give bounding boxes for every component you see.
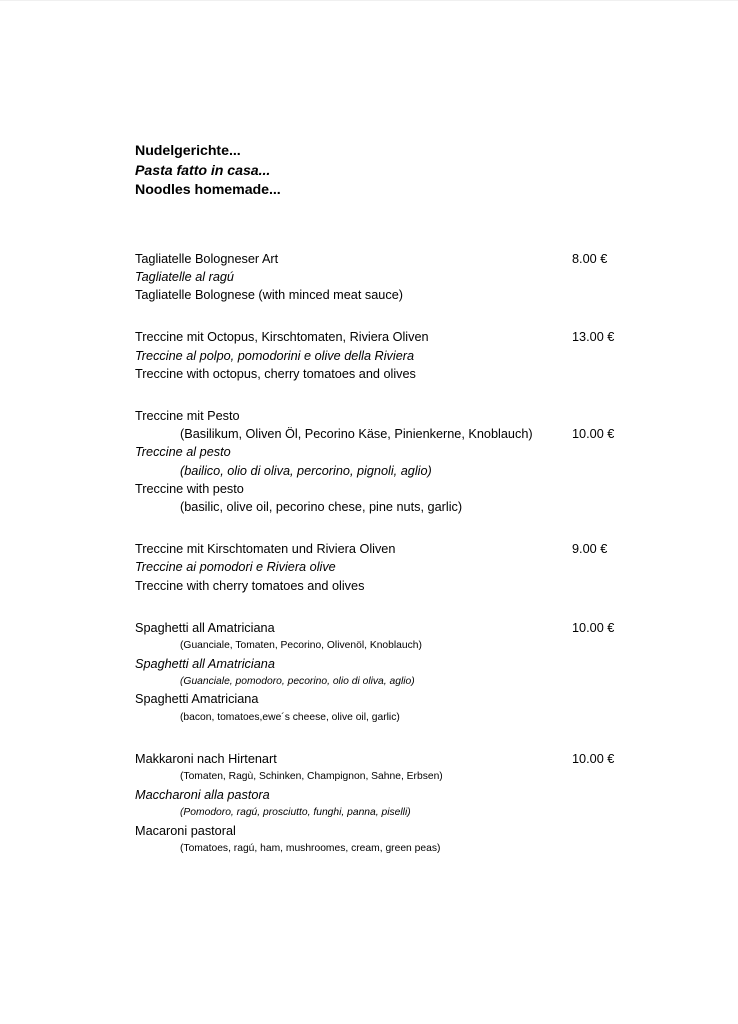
menu-item-row [135, 637, 655, 655]
menu-item-row [135, 786, 655, 804]
menu-item-row [135, 462, 655, 480]
menu-item-name: Treccine al pesto [135, 445, 231, 460]
menu-item-name: Spaghetti all Amatriciana [135, 656, 275, 671]
menu-item-ingredients: (bacon, tomatoes,ewe´s cheese, olive oil, garlic) [180, 711, 400, 723]
menu-item-row [135, 768, 655, 786]
menu-item-price: 9.00 € [572, 542, 608, 557]
menu-item-ingredients: (Guanciale, pomodoro, pecorino, olio di oliva, aglio) [180, 675, 415, 687]
menu-item-name: Treccine al polpo, pomodorini e olive della Riviera [135, 348, 415, 363]
menu-item-ingredients: (Guanciale, Tomaten, Pecorino, Olivenöl, Knoblauch) [180, 640, 422, 652]
menu-item-name: Treccine ai pomodori e Riviera olive [135, 560, 336, 575]
menu-item-name: Treccine mit Kirschtomaten und Riviera Oliven [135, 542, 396, 557]
menu-item-price: 10.00 € [572, 427, 615, 442]
menu-item-price: 8.00 € [572, 251, 608, 266]
menu-item-row [135, 540, 655, 558]
menu-item-ingredients: (Pomodoro, ragú, prosciutto, funghi, panna, piselli) [180, 807, 411, 819]
menu-content [135, 142, 655, 858]
menu-item-row [135, 250, 655, 268]
menu-item-row [135, 407, 655, 425]
menu-item-row [135, 619, 655, 637]
menu-item-row [135, 577, 655, 595]
menu-item-row [135, 709, 655, 727]
menu-item-row [135, 690, 655, 708]
menu-item-row [135, 558, 655, 576]
menu-item-row [135, 347, 655, 365]
menu-item-list [135, 250, 655, 858]
heading-german: Nudelgerichte... [135, 143, 241, 159]
menu-item-row [135, 750, 655, 768]
menu-item-name: Treccine mit Octopus, Kirschtomaten, Riviera Oliven [135, 330, 429, 345]
menu-item-name: Spaghetti all Amatriciana [135, 620, 275, 635]
menu-item-row [135, 655, 655, 673]
menu-item-ingredients: (bailico, olio di oliva, percorino, pignoli, aglio) [180, 463, 432, 478]
menu-item-row [135, 328, 655, 346]
menu-item [135, 619, 655, 726]
menu-item-row [135, 804, 655, 822]
menu-item-name: Treccine with cherry tomatoes and olives [135, 578, 365, 593]
menu-item-name: Makkaroni nach Hirtenart [135, 752, 277, 767]
menu-item-row [135, 268, 655, 286]
menu-item-row [135, 425, 655, 443]
menu-item-price: 13.00 € [572, 330, 615, 345]
menu-item-price: 10.00 € [572, 620, 615, 635]
menu-item-row [135, 673, 655, 691]
menu-item-ingredients: (Tomaten, Ragù, Schinken, Champignon, Sahne, Erbsen) [180, 771, 443, 783]
menu-item-row [135, 365, 655, 383]
menu-item-row [135, 840, 655, 858]
menu-item-ingredients: (basilic, olive oil, pecorino chese, pine nuts, garlic) [180, 500, 463, 515]
menu-item-price: 10.00 € [572, 752, 615, 767]
section-heading [135, 142, 655, 201]
menu-item-name: Macaroni pastoral [135, 823, 236, 838]
menu-item-name: Tagliatelle Bolognese (with minced meat sauce) [135, 288, 403, 303]
menu-item-name: Tagliatelle Bologneser Art [135, 251, 279, 266]
menu-item-ingredients: (Basilikum, Oliven Öl, Pecorino Käse, Pinienkerne, Knoblauch) [180, 427, 533, 442]
heading-english: Noodles homemade... [135, 182, 281, 199]
menu-item-ingredients: (Tomatoes, ragú, ham, mushroomes, cream, green peas) [180, 843, 441, 855]
menu-item-row [135, 480, 655, 498]
menu-item-row [135, 498, 655, 516]
menu-item-row [135, 286, 655, 304]
menu-item [135, 407, 655, 516]
menu-item-name: Treccine with octopus, cherry tomatoes and olives [135, 366, 416, 381]
menu-item-name: Treccine with pesto [135, 481, 244, 496]
menu-item-name: Maccharoni alla pastora [135, 788, 270, 803]
menu-item-name: Treccine mit Pesto [135, 409, 240, 423]
menu-item [135, 328, 655, 383]
menu-item [135, 250, 655, 305]
menu-item [135, 750, 655, 857]
menu-item-name: Spaghetti Amatriciana [135, 692, 259, 707]
menu-item-row [135, 443, 655, 461]
heading-italian: Pasta fatto in casa... [135, 162, 271, 179]
menu-item [135, 540, 655, 595]
menu-item-row [135, 822, 655, 840]
menu-item-name: Tagliatelle al ragú [135, 269, 234, 284]
